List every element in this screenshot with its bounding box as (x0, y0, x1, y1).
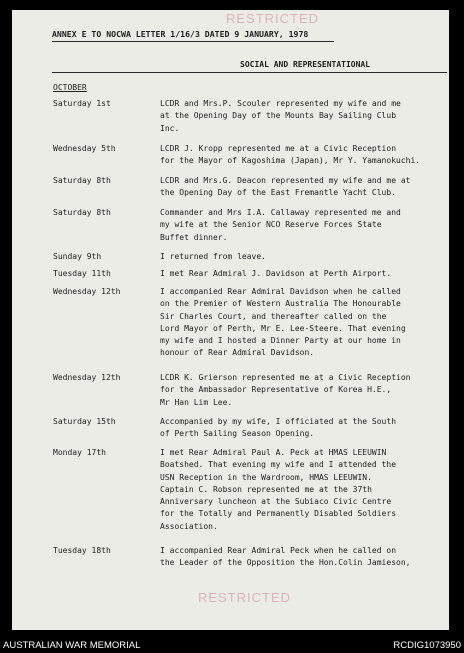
entry-text: LCDR and Mrs.G. Deacon represented my wife and me at the Opening Day of the East Fremantle Yacht Club. (160, 176, 411, 198)
diary-entry (53, 545, 448, 570)
archive-footer (0, 638, 464, 653)
diary-entry (53, 98, 448, 135)
entry-text: I accompanied Rear Admiral Peck when he called on the Leader of the Opposition the Hon.Colin Jamieson, (160, 546, 411, 568)
archive-reference: RCDIG1073950 (393, 640, 461, 651)
entry-date: Tuesday 11th (53, 269, 111, 278)
entry-text: I met Rear Admiral Paul A. Peck at HMAS LEEUWIN Boatshed. That evening my wife and I attended the USN Reception in the Wardroom, HMAS LEEUWIN. Captain C. Robson represented me at the 37th Anniversary luncheon at the Subiaco Civic Centre for the Totally and Permanently Disabled Soldiers Association. (160, 448, 397, 531)
annex-header: ANNEX E TO NOCWA LETTER 1/16/3 DATED 9 JANUARY, 1978 (52, 29, 309, 39)
entry-date: Saturday 15th (53, 417, 116, 426)
archive-name: AUSTRALIAN WAR MEMORIAL (3, 640, 141, 651)
entry-date: Saturday 8th (53, 176, 111, 185)
diary-entry (53, 143, 448, 168)
entry-date: Saturday 8th (53, 208, 111, 217)
diary-entry (53, 175, 448, 200)
entry-text: I accompanied Rear Admiral Davidson when he called on the Premier of Western Australia The Honourable Sir Charles Court, and thereafter called on the Lord Mayor of Perth, Mr E. Lee-Steere. That evening my wife and I hosted a Dinner Party at our home in honour of Rear Admiral Davidson. (160, 287, 406, 358)
month-heading: OCTOBER (53, 83, 87, 92)
entry-text: LCDR K. Grierson represented me at a Civic Reception for the Ambassador Representative of Korea H.E., Mr Han Lim Lee. (160, 373, 411, 407)
entry-date: Wednesday 5th (53, 144, 116, 153)
entry-text: I returned from leave. (160, 252, 266, 261)
entry-date: Tuesday 18th (53, 546, 111, 555)
section-title: SOCIAL AND REPRESENTATIONAL (240, 60, 371, 69)
entry-date: Sunday 9th (53, 252, 102, 261)
entry-date: Wednesday 12th (53, 373, 121, 382)
diary-entry (53, 207, 448, 244)
entry-text: LCDR J. Kropp represented me at a Civic Reception for the Mayor of Kagoshima (Japan), Mr Y. Yamanokuchi. (160, 144, 421, 166)
diary-entry (53, 416, 448, 441)
restricted-stamp-bottom: RESTRICTED (198, 590, 292, 605)
entry-date: Wednesday 12th (53, 287, 121, 296)
diary-entry (53, 268, 448, 280)
entry-text: LCDR and Mrs.P. Scouler represented my wife and me at the Opening Day of the Mounts Bay Sailing Club Inc. (160, 99, 401, 133)
diary-entry (53, 251, 448, 263)
entry-date: Monday 17th (53, 448, 106, 457)
diary-entry (53, 286, 448, 360)
diary-entry (53, 372, 448, 409)
diary-entry (53, 447, 448, 533)
entry-text: Accompanied by my wife, I officiated at the South of Perth Sailing Season Opening. (160, 417, 397, 439)
section-rule (52, 72, 447, 73)
entry-text: Commander and Mrs I.A. Callaway represented me and my wife at the Senior NCO Reserve Forces State Buffet dinner. (160, 208, 401, 242)
entry-date: Saturday 1st (53, 99, 111, 108)
header-rule (52, 41, 334, 42)
document-page (12, 10, 449, 630)
entry-text: I met Rear Admiral J. Davidson at Perth Airport. (160, 269, 392, 278)
restricted-stamp-top: RESTRICTED (226, 11, 320, 26)
